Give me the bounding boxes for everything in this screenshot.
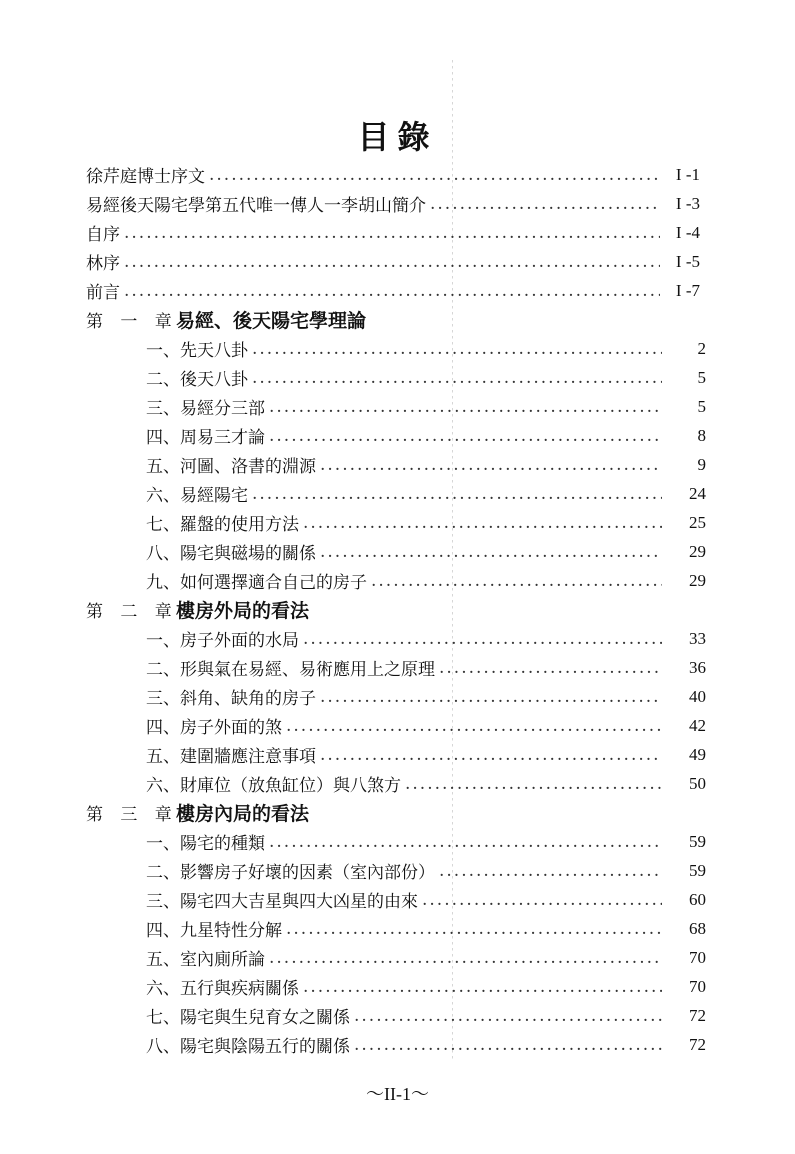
toc-section-entry-label: 五、室內廁所論: [146, 950, 265, 970]
toc-section-entry-label: 七、羅盤的使用方法: [146, 515, 299, 535]
toc-preface-entry-page-number: I -1: [675, 164, 700, 184]
dot-leader: [422, 890, 662, 910]
toc-section-entry-page-number: 2: [697, 338, 706, 358]
toc-section-entry[interactable]: [86, 943, 706, 972]
toc-section-entry-label: 八、陽宅與磁場的關係: [146, 544, 316, 564]
toc-section-entry-page-number: 59: [689, 860, 706, 880]
dot-leader: [320, 455, 662, 475]
dot-leader: [371, 571, 662, 591]
toc-preface-entry-page-number: I -7: [675, 280, 700, 300]
toc-chapter-heading[interactable]: [86, 798, 706, 827]
toc-section-entry[interactable]: [86, 508, 706, 537]
dot-leader: [320, 687, 662, 707]
dot-leader: [124, 281, 660, 301]
chapter-heading: [86, 306, 366, 333]
toc-section-entry-page-number: 72: [689, 1005, 706, 1025]
dot-leader: [354, 1035, 662, 1055]
toc-section-entry-page-number: 36: [689, 657, 706, 677]
toc-chapter-heading[interactable]: [86, 305, 706, 334]
dot-leader: [320, 542, 662, 562]
dot-leader: [439, 861, 662, 881]
toc-section-entry-label: 一、先天八卦: [146, 341, 248, 361]
toc-section-entry-label: 二、形與氣在易經、易術應用上之原理: [146, 660, 435, 680]
toc-section-entry-label: 七、陽宅與生兒育女之關係: [146, 1008, 350, 1028]
toc-section-entry[interactable]: [86, 450, 706, 479]
toc-section-entry-label: 一、房子外面的水局: [146, 631, 299, 651]
toc-section-entry-page-number: 29: [689, 541, 706, 561]
toc-section-entry-label: 四、周易三才論: [146, 428, 265, 448]
toc-section-entry-label: 一、陽宅的種類: [146, 834, 265, 854]
dot-leader: [320, 745, 662, 765]
toc-preface-entry[interactable]: [86, 160, 706, 189]
dot-leader: [209, 165, 660, 185]
toc-preface-entry-label: 自序: [86, 225, 120, 245]
toc-section-entry[interactable]: [86, 711, 706, 740]
toc-section-entry[interactable]: [86, 392, 706, 421]
toc-section-entry-page-number: 72: [689, 1034, 706, 1054]
toc-section-entry[interactable]: [86, 1030, 706, 1059]
dot-leader: [252, 339, 662, 359]
toc-section-entry-page-number: 25: [689, 512, 706, 532]
toc-section-entry-label: 四、九星特性分解: [146, 921, 282, 941]
toc-section-entry[interactable]: [86, 885, 706, 914]
toc-section-entry-label: 四、房子外面的煞: [146, 718, 282, 738]
dot-leader: [303, 977, 662, 997]
toc-preface-entry-page-number: I -3: [675, 193, 700, 213]
toc-section-entry-page-number: 68: [689, 918, 706, 938]
dot-leader: [124, 252, 660, 272]
toc-preface-entry-label: 徐芹庭博士序文: [86, 167, 205, 187]
dot-leader: [252, 484, 662, 504]
dot-leader: [124, 223, 660, 243]
toc-section-entry-label: 五、建圍牆應注意事項: [146, 747, 316, 767]
dot-leader: [303, 629, 662, 649]
toc-section-entry-page-number: 70: [689, 947, 706, 967]
toc-section-entry-page-number: 5: [697, 396, 706, 416]
dot-leader: [252, 368, 662, 388]
toc-section-entry[interactable]: [86, 479, 706, 508]
toc-section-entry[interactable]: [86, 421, 706, 450]
chapter-title: 樓房內局的看法: [176, 803, 310, 825]
toc-section-entry-page-number: 29: [689, 570, 706, 590]
dot-leader: [286, 919, 662, 939]
toc-preface-entry-label: 林序: [86, 254, 120, 274]
toc-section-entry-label: 三、易經分三部: [146, 399, 265, 419]
toc-preface-entry-page-number: I -5: [675, 251, 700, 271]
toc-preface-entry[interactable]: [86, 218, 706, 247]
toc-section-entry-label: 六、易經陽宅: [146, 486, 248, 506]
toc-section-entry[interactable]: [86, 769, 706, 798]
dot-leader: [269, 397, 662, 417]
toc-section-entry-page-number: 5: [697, 367, 706, 387]
toc-section-entry-page-number: 9: [697, 454, 706, 474]
toc-preface-entry-label: 易經後天陽宅學第五代唯一傳人一李胡山簡介: [86, 196, 426, 216]
toc-preface-entry[interactable]: [86, 189, 706, 218]
toc-section-entry[interactable]: [86, 653, 706, 682]
chapter-number: 第 二 章：: [86, 602, 201, 622]
toc-section-entry-label: 八、陽宅與陰陽五行的關係: [146, 1037, 350, 1057]
dot-leader: [269, 948, 662, 968]
toc-section-entry[interactable]: [86, 827, 706, 856]
dot-leader: [303, 513, 662, 533]
chapter-heading: [86, 596, 309, 623]
toc-section-entry[interactable]: [86, 624, 706, 653]
dot-leader: [269, 426, 662, 446]
toc-section-entry[interactable]: [86, 1001, 706, 1030]
toc-section-entry-page-number: 70: [689, 976, 706, 996]
toc-preface-entry-page-number: I -4: [675, 222, 700, 242]
table-of-contents: [86, 160, 706, 1059]
toc-preface-entry-label: 前言: [86, 283, 120, 303]
chapter-number: 第 三 章：: [86, 805, 201, 825]
toc-section-entry[interactable]: [86, 856, 706, 885]
toc-section-entry-page-number: 24: [689, 483, 706, 503]
dot-leader: [439, 658, 662, 678]
toc-section-entry[interactable]: [86, 363, 706, 392]
toc-section-entry[interactable]: [86, 537, 706, 566]
toc-section-entry-page-number: 50: [689, 773, 706, 793]
chapter-title: 易經、後天陽宅學理論: [176, 310, 367, 332]
toc-section-entry-label: 六、五行與疾病關係: [146, 979, 299, 999]
dot-leader: [269, 832, 662, 852]
toc-preface-entry[interactable]: [86, 247, 706, 276]
toc-section-entry-label: 二、影響房子好壞的因素（室內部份）: [146, 863, 435, 883]
toc-section-entry[interactable]: [86, 334, 706, 363]
toc-section-entry-label: 五、河圖、洛書的淵源: [146, 457, 316, 477]
toc-section-entry-page-number: 49: [689, 744, 706, 764]
dot-leader: [430, 194, 660, 214]
toc-section-entry-label: 三、斜角、缺角的房子: [146, 689, 316, 709]
toc-section-entry-label: 九、如何選擇適合自己的房子: [146, 573, 367, 593]
toc-section-entry-page-number: 42: [689, 715, 706, 735]
toc-section-entry-label: 六、財庫位（放魚缸位）與八煞方: [146, 776, 401, 796]
dot-leader: [405, 774, 662, 794]
toc-section-entry-page-number: 40: [689, 686, 706, 706]
toc-section-entry-page-number: 8: [697, 425, 706, 445]
toc-section-entry-label: 三、陽宅四大吉星與四大凶星的由來: [146, 892, 418, 912]
toc-section-entry-page-number: 33: [689, 628, 706, 648]
toc-section-entry[interactable]: [86, 972, 706, 1001]
toc-section-entry-page-number: 59: [689, 831, 706, 851]
page-title: 目錄: [357, 118, 438, 156]
toc-section-entry-label: 二、後天八卦: [146, 370, 248, 390]
toc-section-entry-page-number: 60: [689, 889, 706, 909]
toc-section-entry[interactable]: [86, 914, 706, 943]
chapter-title: 樓房外局的看法: [176, 600, 310, 622]
page-number-footer: ～II-1～: [366, 1084, 429, 1104]
toc-preface-entry[interactable]: [86, 276, 706, 305]
chapter-heading: [86, 799, 309, 826]
chapter-number: 第 一 章：: [86, 312, 201, 332]
toc-section-entry[interactable]: [86, 682, 706, 711]
dot-leader: [286, 716, 662, 736]
dot-leader: [354, 1006, 662, 1026]
toc-section-entry[interactable]: [86, 566, 706, 595]
toc-section-entry[interactable]: [86, 740, 706, 769]
toc-chapter-heading[interactable]: [86, 595, 706, 624]
